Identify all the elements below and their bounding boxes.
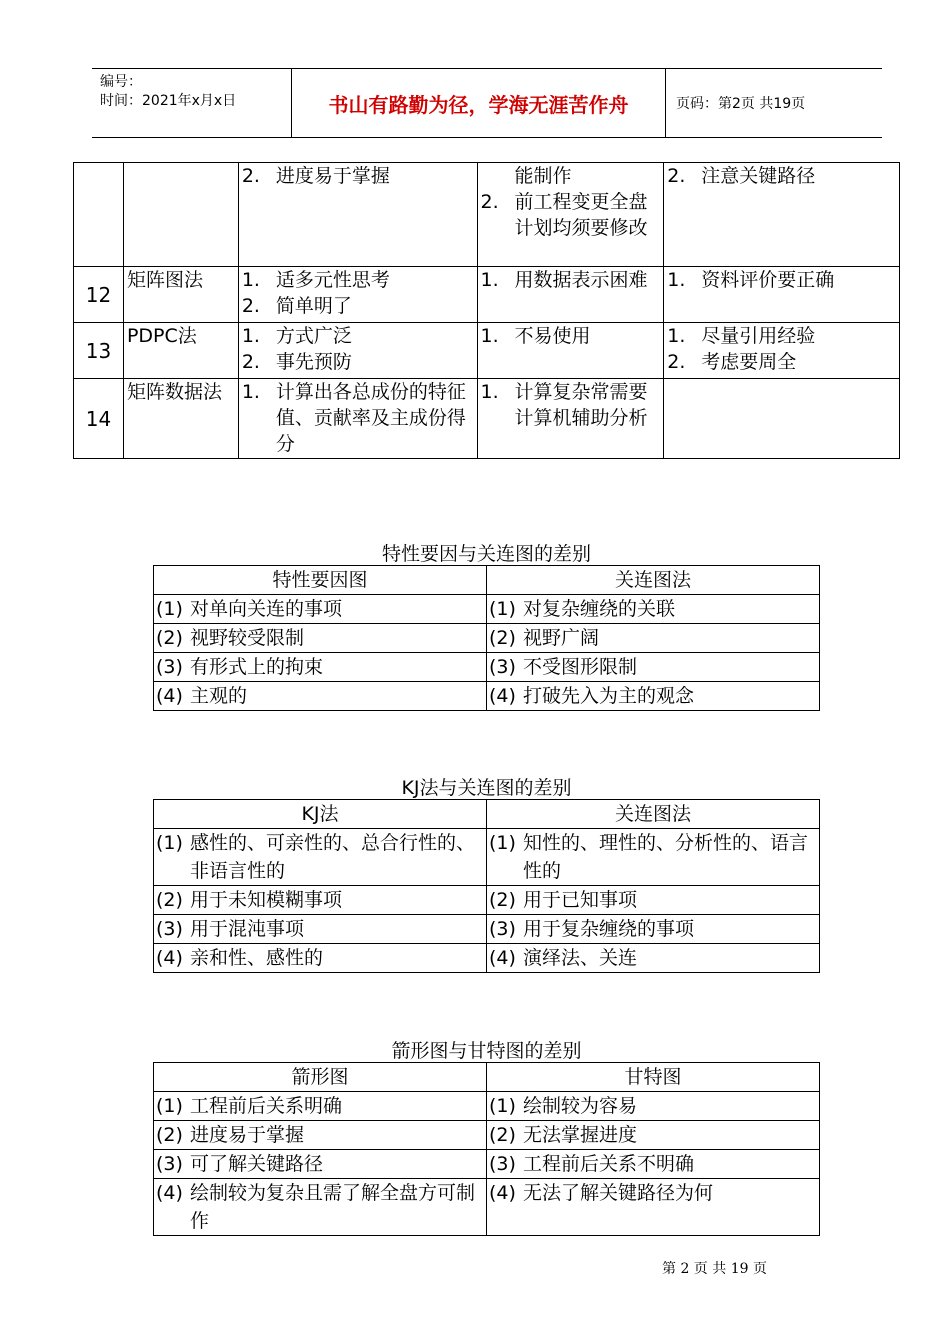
item-text: 视野广阔 xyxy=(523,627,600,649)
table-cell xyxy=(487,1092,820,1121)
item-prefix: (2) xyxy=(489,1124,516,1146)
column-header: 箭形图 xyxy=(154,1063,487,1092)
time-label: 时间：2021年x月x日 xyxy=(100,93,237,109)
item-prefix: (4) xyxy=(489,1182,516,1204)
item-text: 用数据表示困难 xyxy=(514,269,648,291)
table-row xyxy=(154,595,820,624)
cell-item xyxy=(489,1092,817,1120)
list-item xyxy=(242,323,474,349)
item-prefix: (3) xyxy=(489,918,516,940)
list-item xyxy=(242,163,474,189)
cell-item xyxy=(489,595,817,623)
cell-item xyxy=(156,595,484,623)
table-cell xyxy=(487,829,820,886)
cell-item xyxy=(489,682,817,710)
column-header: 关连图法 xyxy=(487,800,820,829)
table-row xyxy=(154,1092,820,1121)
item-number: 1. xyxy=(480,269,499,291)
cell-item xyxy=(156,915,484,943)
item-text: 用于复杂缠绕的事项 xyxy=(523,918,695,940)
item-text: 进度易于掌握 xyxy=(275,165,390,187)
table-cell xyxy=(154,653,487,682)
item-text: 视野较受限制 xyxy=(190,627,305,649)
item-text: 无法了解关键路径为何 xyxy=(523,1182,714,1204)
item-prefix: (2) xyxy=(489,627,516,649)
cell-item xyxy=(489,1150,817,1178)
item-text: 绘制较为容易 xyxy=(523,1095,638,1117)
header-row xyxy=(154,1063,820,1092)
table-row xyxy=(154,682,820,711)
list-item xyxy=(667,267,896,293)
table-row xyxy=(154,624,820,653)
method-name: PDPC法 xyxy=(123,323,238,379)
column-header: 关连图法 xyxy=(487,566,820,595)
cell-item xyxy=(489,886,817,914)
cell-item xyxy=(156,886,484,914)
item-number: 2. xyxy=(241,165,260,187)
item-number: 2. xyxy=(667,165,686,187)
list-cell xyxy=(238,379,477,459)
cell-item xyxy=(489,1121,817,1149)
table-cell xyxy=(154,1092,487,1121)
list-item xyxy=(242,267,474,293)
table-row xyxy=(154,653,820,682)
list-cell xyxy=(238,267,477,323)
header-row xyxy=(154,800,820,829)
item-prefix: (1) xyxy=(489,832,516,854)
list-cell xyxy=(238,323,477,379)
number-label: 编号： xyxy=(100,74,142,90)
item-number: 2. xyxy=(241,351,260,373)
cell-item xyxy=(489,915,817,943)
item-text: 有形式上的拘束 xyxy=(190,656,324,678)
cell-item xyxy=(489,624,817,652)
item-number: 1. xyxy=(667,325,686,347)
table-caption: 特性要因与关连图的差别 xyxy=(381,543,591,565)
page-footer: 第 2 页 共 19 页 xyxy=(662,1261,767,1277)
item-number: 1. xyxy=(241,269,260,291)
table-row xyxy=(154,1150,820,1179)
table-row xyxy=(154,1179,820,1236)
item-text: 演绎法、关连 xyxy=(523,947,638,969)
table-cell xyxy=(487,682,820,711)
cell-item xyxy=(156,1150,484,1178)
item-number: 1. xyxy=(667,269,686,291)
item-text: 进度易于掌握 xyxy=(190,1124,305,1146)
item-text: 尽量引用经验 xyxy=(701,325,816,347)
list-cell xyxy=(477,267,664,323)
item-text: 可了解关键路径 xyxy=(190,1153,324,1175)
column-header: 甘特图 xyxy=(487,1063,820,1092)
item-prefix: (1) xyxy=(156,832,183,854)
item-prefix: (4) xyxy=(156,1182,183,1204)
item-text: 简单明了 xyxy=(275,295,352,317)
item-prefix: (4) xyxy=(489,685,516,707)
list-cell xyxy=(664,163,900,267)
item-prefix: (2) xyxy=(489,889,516,911)
header-motto: 书山有路勤为径，学海无涯苦作舟 xyxy=(292,69,666,137)
item-prefix: (2) xyxy=(156,627,183,649)
list-cell xyxy=(664,323,900,379)
header-row xyxy=(154,566,820,595)
method-name xyxy=(123,163,238,267)
table-caption: KJ法与关连图的差别 xyxy=(401,777,572,799)
table-row xyxy=(154,915,820,944)
item-text: 方式广泛 xyxy=(275,325,352,347)
list-item xyxy=(481,267,661,293)
item-text: 考虑要周全 xyxy=(701,351,797,373)
table-row xyxy=(74,323,900,379)
method-name: 矩阵数据法 xyxy=(123,379,238,459)
list-item xyxy=(481,323,661,349)
item-text: 用于已知事项 xyxy=(523,889,638,911)
table-cell xyxy=(487,595,820,624)
item-text: 不易使用 xyxy=(514,325,591,347)
table-cell xyxy=(487,886,820,915)
table-cell xyxy=(154,915,487,944)
cell-item xyxy=(156,1121,484,1149)
item-prefix: (1) xyxy=(156,1095,183,1117)
table-cell xyxy=(154,944,487,973)
table-cell xyxy=(487,624,820,653)
cell-item xyxy=(156,653,484,681)
comparison-table xyxy=(153,799,820,973)
table-cell xyxy=(487,653,820,682)
table-row xyxy=(154,944,820,973)
list-item xyxy=(481,379,661,431)
item-number: 1. xyxy=(480,381,499,403)
item-number: 1. xyxy=(480,325,499,347)
item-text: 知性的、理性的、分析性的、语言性的 xyxy=(523,832,809,882)
item-text: 不受图形限制 xyxy=(523,656,638,678)
item-text: 注意关键路径 xyxy=(701,165,816,187)
list-cell xyxy=(664,379,900,459)
item-prefix: (3) xyxy=(156,656,183,678)
list-cell xyxy=(477,379,664,459)
table-cell xyxy=(154,829,487,886)
list-item xyxy=(667,349,896,375)
item-prefix: (4) xyxy=(156,947,183,969)
method-name: 矩阵图法 xyxy=(123,267,238,323)
table-cell xyxy=(154,1121,487,1150)
table-cell xyxy=(487,1179,820,1236)
item-text: 主观的 xyxy=(190,685,248,707)
table-cell xyxy=(154,682,487,711)
item-prefix: (3) xyxy=(156,1153,183,1175)
table-cell xyxy=(487,1150,820,1179)
item-text: 用于未知模糊事项 xyxy=(190,889,343,911)
item-number: 1. xyxy=(241,381,260,403)
table-cell xyxy=(487,944,820,973)
item-number: 2. xyxy=(480,191,499,213)
list-item xyxy=(481,163,661,189)
comparison-table xyxy=(153,1062,820,1236)
item-text: 用于混沌事项 xyxy=(190,918,305,940)
item-number: 2. xyxy=(667,351,686,373)
table-row xyxy=(154,829,820,886)
list-item xyxy=(242,293,474,319)
cell-item xyxy=(156,944,484,972)
table-row xyxy=(74,267,900,323)
item-text: 亲和性、感性的 xyxy=(190,947,324,969)
item-text: 工程前后关系明确 xyxy=(190,1095,343,1117)
list-item xyxy=(667,163,896,189)
item-number xyxy=(481,163,515,189)
list-cell xyxy=(477,323,664,379)
table-row xyxy=(154,886,820,915)
item-text: 适多元性思考 xyxy=(275,269,390,291)
item-prefix: (1) xyxy=(489,598,516,620)
cell-item xyxy=(489,944,817,972)
item-prefix: (3) xyxy=(156,918,183,940)
header-page-code: 页码：第2页 共19页 xyxy=(676,96,806,112)
item-prefix: (2) xyxy=(156,889,183,911)
list-item xyxy=(667,323,896,349)
page-header xyxy=(92,68,882,138)
list-item xyxy=(481,189,661,241)
item-prefix: (3) xyxy=(489,656,516,678)
header-meta xyxy=(92,69,292,137)
list-item xyxy=(242,349,474,375)
list-cell xyxy=(238,163,477,267)
item-text: 感性的、可亲性的、总合行性的、非语言性的 xyxy=(190,832,476,882)
item-number: 2. xyxy=(241,295,260,317)
table-cell xyxy=(154,595,487,624)
item-text: 绘制较为复杂且需了解全盘方可制作 xyxy=(190,1182,476,1232)
list-cell xyxy=(477,163,664,267)
table-row xyxy=(154,1121,820,1150)
cell-item xyxy=(489,829,817,885)
cell-item xyxy=(156,829,484,885)
cell-item xyxy=(489,653,817,681)
cell-item xyxy=(156,1179,484,1235)
list-item xyxy=(242,379,474,457)
item-prefix: (1) xyxy=(156,598,183,620)
table-cell xyxy=(154,624,487,653)
column-header: KJ法 xyxy=(154,800,487,829)
item-prefix: (3) xyxy=(489,1153,516,1175)
method-comparison-table xyxy=(73,162,900,459)
item-prefix: (2) xyxy=(156,1124,183,1146)
row-number xyxy=(74,163,124,267)
comparison-table xyxy=(153,565,820,711)
row-number: 12 xyxy=(74,267,124,323)
table-cell xyxy=(487,915,820,944)
cell-item xyxy=(156,624,484,652)
table-cell xyxy=(154,886,487,915)
item-text: 前工程变更全盘计划均须要修改 xyxy=(514,191,648,239)
item-number: 1. xyxy=(241,325,260,347)
item-text: 能制作 xyxy=(514,165,572,187)
item-text: 资料评价要正确 xyxy=(701,269,835,291)
item-prefix: (4) xyxy=(489,947,516,969)
cell-item xyxy=(489,1179,817,1207)
item-text: 无法掌握进度 xyxy=(523,1124,638,1146)
item-text: 计算出各总成份的特征值、贡献率及主成份得分 xyxy=(275,381,466,455)
item-prefix: (1) xyxy=(489,1095,516,1117)
item-text: 事先预防 xyxy=(275,351,352,373)
table-cell xyxy=(154,1179,487,1236)
row-number: 14 xyxy=(74,379,124,459)
item-prefix: (4) xyxy=(156,685,183,707)
item-text: 工程前后关系不明确 xyxy=(523,1153,695,1175)
cell-item xyxy=(156,682,484,710)
row-number: 13 xyxy=(74,323,124,379)
table-cell xyxy=(154,1150,487,1179)
item-text: 对复杂缠绕的关联 xyxy=(523,598,676,620)
column-header: 特性要因图 xyxy=(154,566,487,595)
cell-item xyxy=(156,1092,484,1120)
list-cell xyxy=(664,267,900,323)
item-text: 打破先入为主的观念 xyxy=(523,685,695,707)
table-caption: 箭形图与甘特图的差别 xyxy=(391,1040,582,1062)
item-text: 对单向关连的事项 xyxy=(190,598,343,620)
table-row xyxy=(74,379,900,459)
item-text: 计算复杂常需要计算机辅助分析 xyxy=(514,381,648,429)
table-cell xyxy=(487,1121,820,1150)
table-row xyxy=(74,163,900,267)
